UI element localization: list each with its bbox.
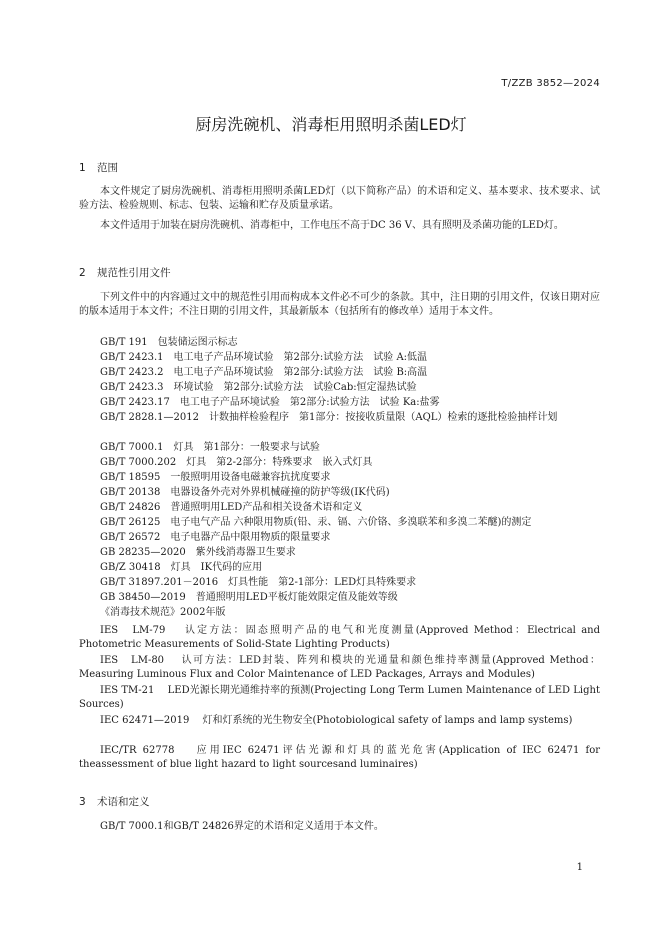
reference-item: GB/T 7000.1 灯具 第1部分：一般要求与试验 [100, 442, 320, 453]
reference-item: GB/T 2423.17 电工电子产品环境试验 第2部分:试验方法 试验 Ka:盐雾 [100, 397, 440, 408]
reference-item: GB/T 18595 一般照明用设备电磁兼容抗扰度要求 [100, 472, 331, 483]
section-2-heading [79, 265, 171, 280]
section-title: 范围 [97, 162, 118, 174]
reference-item: GB/T 26572 电子电器产品中限用物质的限量要求 [100, 532, 331, 543]
reference-item: GB/T 2423.2 电工电子产品环境试验 第2部分:试验方法 试验 B:高温 [100, 367, 428, 378]
reference-item: GB/Z 30418 灯具 IK代码的应用 [100, 562, 263, 573]
reference-item: GB 28235—2020 紫外线消毒器卫生要求 [100, 547, 296, 558]
reference-item: GB/T 24826 普通照明用LED产品和相关设备术语和定义 [100, 502, 363, 513]
terms-paragraph: GB/T 7000.1和GB/T 24826界定的术语和定义适用于本文件。 [100, 821, 384, 832]
reference-item: GB/T 20138 电器设备外壳对外界机械碰撞的防护等级(IK代码) [100, 487, 390, 498]
reference-item: GB 38450—2019 普通照明用LED平板灯能效限定值及能效等级 [100, 592, 398, 603]
reference-item: IEC 62471—2019 灯和灯系统的光生物安全(Photobiological safety of lamps and lamp systems) [100, 715, 573, 726]
section-number: 3 [79, 796, 86, 808]
reference-item: GB/T 2423.3 环境试验 第2部分:试验方法 试验Cab:恒定湿热试验 [100, 382, 417, 393]
section-number: 2 [79, 267, 86, 279]
section-3-heading [79, 794, 150, 809]
section-title: 术语和定义 [97, 796, 150, 808]
reference-item: GB/T 2423.1 电工电子产品环境试验 第2部分:试验方法 试验 A:低温 [100, 352, 428, 363]
section-title: 规范性引用文件 [97, 267, 171, 279]
scope-paragraph-1: 本文件规定了厨房洗碗机、消毒柜用照明杀菌LED灯（以下简称产品）的术语和定义、基本要求、技术要求、试验方法、检验规则、标志、包装、运输和贮存及质量承诺。 [79, 186, 600, 212]
reference-item: IEC/TR 62778 应用IEC 62471评估光源和灯具的蓝光危害(Application of IEC 62471 for theassessment of blue light hazard to light sourcesand luminaires) [79, 745, 600, 771]
reference-item: IES LM-79 认定方法：固态照明产品的电气和光度测量(Approved Method：Electrical and Photometric Measurements of Solid-State Lighting Products) [79, 625, 600, 651]
reference-item: GB/T 191 包装储运图示标志 [100, 337, 238, 348]
scope-paragraph-2: 本文件适用于加装在厨房洗碗机、消毒柜中，工作电压不高于DC 36 V、具有照明及杀菌功能的LED灯。 [100, 220, 564, 231]
reference-item: 《消毒技术规范》2002年版 [100, 607, 226, 618]
reference-item: IES TM-21 LED光源长期光通维持率的预测(Projecting Long Term Lumen Maintenance of LED Light Sources) [79, 685, 600, 711]
reference-item: GB/T 31897.201－2016 灯具性能 第2-1部分：LED灯具特殊要求 [100, 577, 417, 588]
document-title: 厨房洗碗机、消毒柜用照明杀菌LED灯 [195, 115, 467, 134]
reference-item: GB/T 7000.202 灯具 第2-2部分：特殊要求 嵌入式灯具 [100, 457, 373, 468]
page-number: 1 [576, 862, 583, 873]
section-1-heading [79, 160, 118, 175]
reference-item: GB/T 2828.1—2012 计数抽样检验程序 第1部分：按接收质量限（AQL）检索的逐批检验抽样计划 [100, 412, 558, 423]
standard-code: T/ZZB 3852—2024 [501, 78, 600, 89]
section-number: 1 [79, 162, 86, 174]
reference-item: IES LM-80 认可方法：LED封装、阵列和模块的光通量和颜色维持率测量(Approved Method：Measuring Luminous Flux and Color Maintenance of LED Packages, Arrays and Modules) [79, 655, 600, 681]
reference-item: GB/T 26125 电子电气产品 六种限用物质(铅、汞、镉、六价铬、多溴联苯和多溴二苯醚)的测定 [100, 517, 532, 528]
references-intro: 下列文件中的内容通过文中的规范性引用而构成本文件必不可少的条款。其中，注日期的引用文件，仅该日期对应的版本适用于本文件；不注日期的引用文件，其最新版本（包括所有的修改单）适用于本文件。 [79, 292, 600, 318]
